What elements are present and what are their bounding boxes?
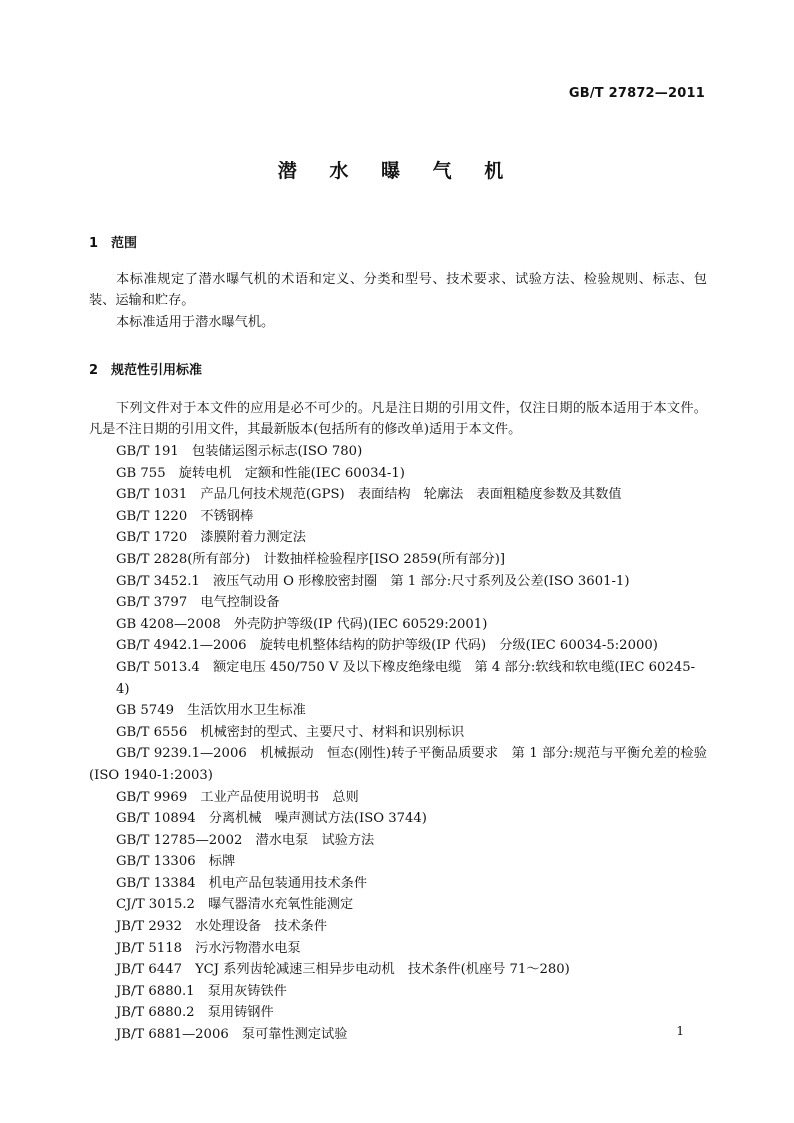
- reference-item: GB 4208—2008 外壳防护等级(IP 代码)(IEC 60529:2001): [116, 616, 488, 632]
- page-number: 1: [676, 1024, 684, 1038]
- reference-item: JB/T 6880.2 泵用铸钢件: [116, 1005, 274, 1021]
- reference-item: GB/T 1220 不锈钢棒: [116, 508, 254, 524]
- reference-item: GB/T 4942.1—2006 旋转电机整体结构的防护等级(IP 代码) 分级(IEC 60034-5:2000): [116, 638, 658, 654]
- reference-item: GB 755 旋转电机 定额和性能(IEC 60034-1): [116, 465, 405, 481]
- section-title: 范围: [111, 236, 138, 251]
- reference-item: GB/T 10894 分离机械 噪声测试方法(ISO 3744): [116, 811, 427, 827]
- section-heading-normative-references: [89, 359, 202, 378]
- reference-item: GB/T 1720 漆膜附着力测定法: [116, 530, 306, 546]
- reference-item: GB/T 2828(所有部分) 计数抽样检验程序[ISO 2859(所有部分)]: [116, 551, 506, 567]
- paragraph: 下列文件对于本文件的应用是必不可少的。凡是注日期的引用文件，仅注日期的版本适用于本文件。凡是不注日期的引用文件，其最新版本(包括所有的修改单)适用于本文件。: [89, 401, 707, 437]
- section-heading-scope: [89, 232, 137, 251]
- reference-item: GB/T 9239.1—2006 机械振动 恒态(刚性)转子平衡品质要求 第 1 部分:规范与平衡允差的检验(ISO 1940-1:2003): [89, 746, 707, 783]
- reference-item: GB/T 13306 标牌: [116, 854, 236, 870]
- reference-item: GB 5749 生活饮用水卫生标准: [116, 703, 306, 719]
- document-code: GB/T 27872—2011: [568, 86, 705, 101]
- reference-item: GB/T 13384 机电产品包装通用技术条件: [116, 875, 368, 891]
- reference-item: JB/T 6880.1 泵用灰铸铁件: [116, 983, 287, 999]
- section-title: 规范性引用标准: [111, 363, 203, 378]
- reference-item: JB/T 6881—2006 泵可靠性测定试验: [116, 1027, 348, 1043]
- paragraph: 本标准规定了潜水曝气机的术语和定义、分类和型号、技术要求、试验方法、检验规则、标志、包装、运输和贮存。: [89, 272, 707, 308]
- reference-list: [89, 441, 707, 1046]
- reference-item: GB/T 6556 机械密封的型式、主要尺寸、材料和识别标识: [116, 724, 465, 740]
- reference-item: GB/T 1031 产品几何技术规范(GPS) 表面结构 轮廓法 表面粗糙度参数及其数值: [116, 487, 622, 503]
- reference-item: JB/T 6447 YCJ 系列齿轮减速三相异步电动机 技术条件(机座号 71～280): [116, 962, 570, 978]
- reference-item: JB/T 2932 水处理设备 技术条件: [116, 919, 328, 935]
- section-number: 2: [89, 363, 99, 378]
- reference-item: GB/T 3452.1 液压气动用 O 形橡胶密封圈 第 1 部分:尺寸系列及公差(ISO 3601-1): [116, 573, 630, 589]
- reference-item: GB/T 5013.4 额定电压 450/750 V 及以下橡皮绝缘电缆 第 4 部分:软线和软电缆(IEC 60245-4): [116, 659, 696, 697]
- paragraph: 本标准适用于潜水曝气机。: [116, 315, 275, 330]
- reference-item: GB/T 9969 工业产品使用说明书 总则: [116, 789, 359, 805]
- reference-item: GB/T 191 包装储运图示标志(ISO 780): [116, 444, 363, 459]
- reference-item: GB/T 12785—2002 潜水电泵 试验方法: [116, 832, 375, 848]
- reference-item: CJ/T 3015.2 曝气器清水充氧性能测定: [116, 897, 354, 913]
- reference-item: GB/T 3797 电气控制设备: [116, 595, 280, 611]
- section-number: 1: [89, 236, 99, 251]
- document-title: 潜 水 曝 气 机: [277, 160, 517, 182]
- reference-item: JB/T 5118 污水污物潜水电泵: [116, 940, 301, 956]
